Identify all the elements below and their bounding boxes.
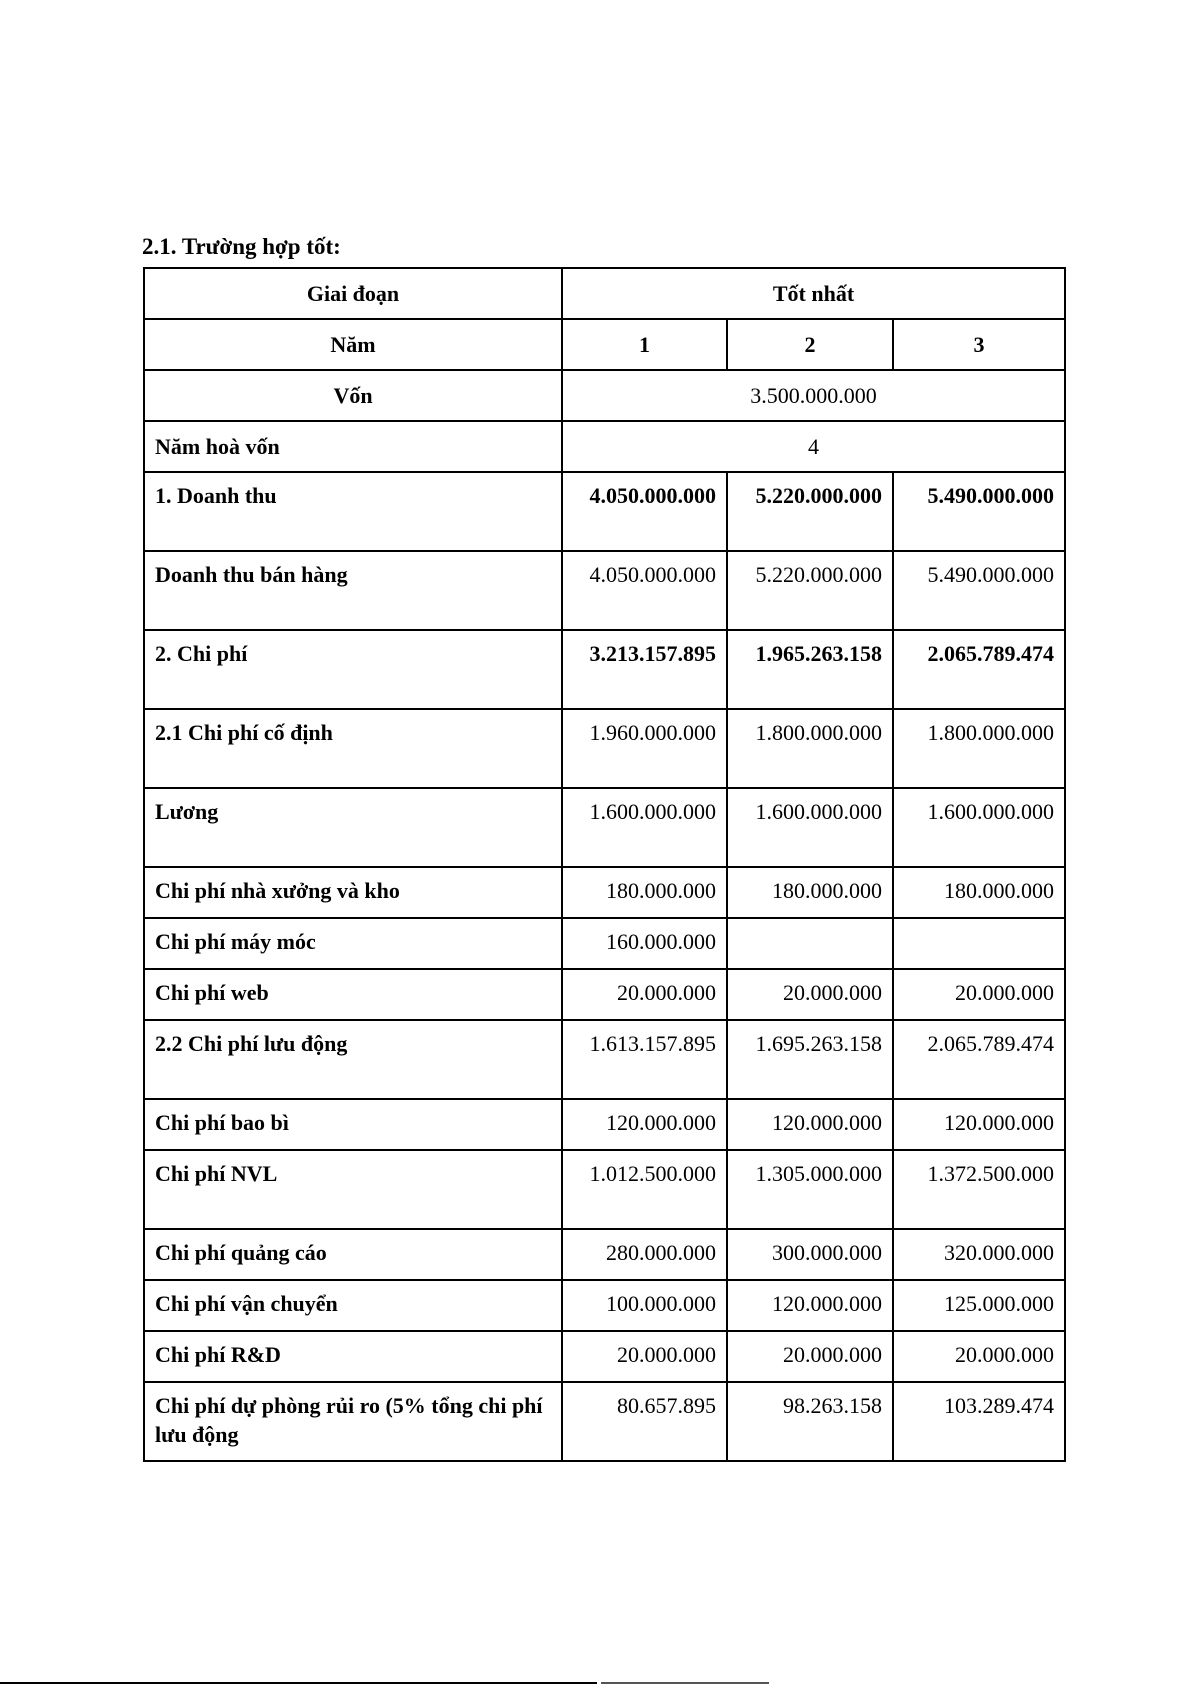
capital-label: Vốn [144, 370, 562, 421]
year-3-value: 125.000.000 [893, 1280, 1065, 1331]
row-label: Chi phí nhà xưởng và kho [144, 867, 562, 918]
year-2-value: 20.000.000 [727, 969, 893, 1020]
footer-rule-short [601, 1682, 769, 1684]
year-2-value: 1.600.000.000 [727, 788, 893, 867]
year-3-value: 120.000.000 [893, 1099, 1065, 1150]
year-3-value: 180.000.000 [893, 867, 1065, 918]
year-3-value: 1.800.000.000 [893, 709, 1065, 788]
row-label: 2.1 Chi phí cố định [144, 709, 562, 788]
year-1-value: 120.000.000 [562, 1099, 727, 1150]
table-row [144, 1331, 1065, 1382]
table-row [144, 918, 1065, 969]
section-title: 2.1. Trường hợp tốt: [142, 234, 341, 259]
stage-label: Giai đoạn [144, 268, 562, 319]
year-1-value: 20.000.000 [562, 969, 727, 1020]
year-1-value: 160.000.000 [562, 918, 727, 969]
header-row-stage [144, 268, 1065, 319]
year-3-value: 2.065.789.474 [893, 630, 1065, 709]
year-3-value: 1.600.000.000 [893, 788, 1065, 867]
row-label: 2. Chi phí [144, 630, 562, 709]
table-row [144, 551, 1065, 630]
table-row [144, 1280, 1065, 1331]
row-label: Lương [144, 788, 562, 867]
year-2-value: 1.305.000.000 [727, 1150, 893, 1229]
year-3-value: 2.065.789.474 [893, 1020, 1065, 1099]
header-row-year [144, 319, 1065, 370]
capital-row [144, 370, 1065, 421]
year-1-value: 1.613.157.895 [562, 1020, 727, 1099]
year-1-value: 4.050.000.000 [562, 472, 727, 551]
year-1-value: 1.012.500.000 [562, 1150, 727, 1229]
row-label: Chi phí dự phòng rủi ro (5% tổng chi phí lưu động [144, 1382, 562, 1461]
table-row [144, 472, 1065, 551]
stage-value: Tốt nhất [562, 268, 1065, 319]
table-row [144, 788, 1065, 867]
footer-rule [0, 1682, 597, 1684]
year-1-value: 80.657.895 [562, 1382, 727, 1461]
table-row [144, 630, 1065, 709]
table-row [144, 1150, 1065, 1229]
year-3-value [893, 918, 1065, 969]
year-3-value: 20.000.000 [893, 1331, 1065, 1382]
year-2-value: 1.695.263.158 [727, 1020, 893, 1099]
year-1-value: 100.000.000 [562, 1280, 727, 1331]
table-row [144, 969, 1065, 1020]
row-label: Chi phí vận chuyển [144, 1280, 562, 1331]
row-label: Chi phí bao bì [144, 1099, 562, 1150]
year-2-value: 1.800.000.000 [727, 709, 893, 788]
year-3-value: 5.490.000.000 [893, 472, 1065, 551]
year-2-value: 20.000.000 [727, 1331, 893, 1382]
year-2-value: 5.220.000.000 [727, 472, 893, 551]
row-label: 1. Doanh thu [144, 472, 562, 551]
row-label: Chi phí web [144, 969, 562, 1020]
payback-label: Năm hoà vốn [144, 421, 562, 472]
table-row [144, 1020, 1065, 1099]
year-1-value: 4.050.000.000 [562, 551, 727, 630]
year-3: 3 [893, 319, 1065, 370]
year-2-value: 98.263.158 [727, 1382, 893, 1461]
row-label: Chi phí máy móc [144, 918, 562, 969]
payback-row [144, 421, 1065, 472]
year-2-value: 180.000.000 [727, 867, 893, 918]
year-2-value: 300.000.000 [727, 1229, 893, 1280]
year-1-value: 180.000.000 [562, 867, 727, 918]
payback-value: 4 [562, 421, 1065, 472]
year-2-value: 5.220.000.000 [727, 551, 893, 630]
year-3-value: 320.000.000 [893, 1229, 1065, 1280]
year-1: 1 [562, 319, 727, 370]
year-label: Năm [144, 319, 562, 370]
row-label: Doanh thu bán hàng [144, 551, 562, 630]
year-1-value: 1.960.000.000 [562, 709, 727, 788]
row-label: 2.2 Chi phí lưu động [144, 1020, 562, 1099]
financial-table [143, 267, 1066, 1462]
year-2-value: 1.965.263.158 [727, 630, 893, 709]
year-1-value: 20.000.000 [562, 1331, 727, 1382]
table-row [144, 867, 1065, 918]
table-row [144, 1382, 1065, 1461]
row-label: Chi phí NVL [144, 1150, 562, 1229]
year-3-value: 1.372.500.000 [893, 1150, 1065, 1229]
year-1-value: 3.213.157.895 [562, 630, 727, 709]
table-row [144, 1229, 1065, 1280]
table-row [144, 709, 1065, 788]
year-2-value: 120.000.000 [727, 1099, 893, 1150]
year-3-value: 20.000.000 [893, 969, 1065, 1020]
year-3-value: 103.289.474 [893, 1382, 1065, 1461]
year-1-value: 280.000.000 [562, 1229, 727, 1280]
capital-value: 3.500.000.000 [562, 370, 1065, 421]
table-row [144, 1099, 1065, 1150]
year-3-value: 5.490.000.000 [893, 551, 1065, 630]
year-2: 2 [727, 319, 893, 370]
row-label: Chi phí R&D [144, 1331, 562, 1382]
year-2-value: 120.000.000 [727, 1280, 893, 1331]
year-1-value: 1.600.000.000 [562, 788, 727, 867]
row-label: Chi phí quảng cáo [144, 1229, 562, 1280]
year-2-value [727, 918, 893, 969]
